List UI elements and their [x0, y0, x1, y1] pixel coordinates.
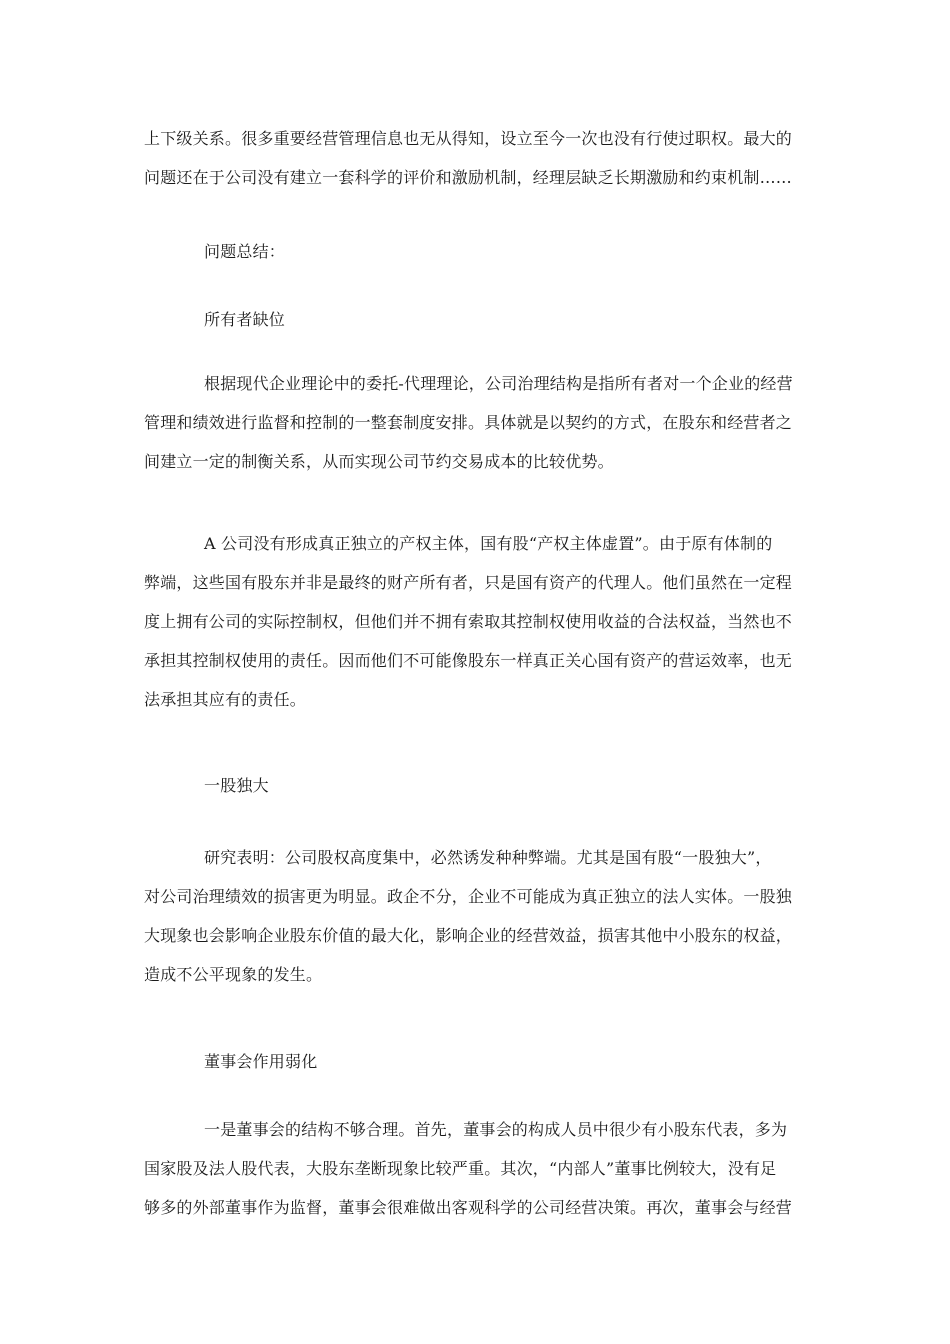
- text-line: 造成不公平现象的发生。: [144, 965, 323, 984]
- heading-text: 一股独大: [204, 776, 269, 795]
- text-line: 法承担其应有的责任。: [144, 690, 307, 709]
- text-line: 够多的外部董事作为监督，董事会很难做出客观科学的公司经营决策。再次，董事会与经营: [144, 1198, 793, 1217]
- text-line: 研究表明：公司股权高度集中，必然诱发种种弊端。尤其是国有股“一股独大”，: [204, 848, 772, 867]
- text-line: 国家股及法人股代表，大股东垄断现象比较严重。其次，“内部人”董事比例较大，没有足: [144, 1159, 777, 1178]
- paragraph-board-structure: [144, 1110, 808, 1227]
- text-line: 根据现代企业理论中的委托-代理理论，公司治理结构是指所有者对一个企业的经营: [204, 374, 793, 393]
- text-line: 问题还在于公司没有建立一套科学的评价和激励机制，经理层缺乏长期激励和约束机制……: [144, 168, 793, 187]
- heading-text: 所有者缺位: [204, 310, 286, 329]
- text-line: 大现象也会影响企业股东价值的最大化，影响企业的经营效益，损害其他中小股东的权益，: [144, 926, 793, 945]
- section-heading-dominant-shareholder: [144, 766, 808, 805]
- section-heading-owner-absence: [144, 300, 808, 339]
- paragraph-intro-continued: [144, 119, 808, 197]
- text-line: 度上拥有公司的实际控制权，但他们并不拥有索取其控制权使用收益的合法权益，当然也不: [144, 612, 793, 631]
- paragraph-company-a: [144, 524, 808, 719]
- heading-text: 董事会作用弱化: [204, 1052, 318, 1071]
- text-line: 一是董事会的结构不够合理。首先，董事会的构成人员中很少有小股东代表，多为: [204, 1120, 788, 1139]
- text-line: 对公司治理绩效的损害更为明显。政企不分，企业不可能成为真正独立的法人实体。一股独: [144, 887, 793, 906]
- section-heading-summary: [144, 232, 808, 271]
- paragraph-research: [144, 838, 808, 994]
- text-line: 承担其控制权使用的责任。因而他们不可能像股东一样真正关心国有资产的营运效率，也无: [144, 651, 793, 670]
- text-line: A 公司没有形成真正独立的产权主体，国有股“产权主体虚置”。由于原有体制的: [204, 534, 773, 553]
- text-line: 间建立一定的制衡关系，从而实现公司节约交易成本的比较优势。: [144, 452, 614, 471]
- paragraph-agency-theory: [144, 364, 808, 481]
- text-line: 上下级关系。很多重要经营管理信息也无从得知，设立至今一次也没有行使过职权。最大的: [144, 129, 793, 148]
- section-heading-board-weakened: [144, 1042, 808, 1081]
- text-line: 管理和绩效进行监督和控制的一整套制度安排。具体就是以契约的方式，在股东和经营者之: [144, 413, 793, 432]
- heading-text: 问题总结：: [204, 242, 286, 261]
- text-line: 弊端，这些国有股东并非是最终的财产所有者，只是国有资产的代理人。他们虽然在一定程: [144, 573, 793, 592]
